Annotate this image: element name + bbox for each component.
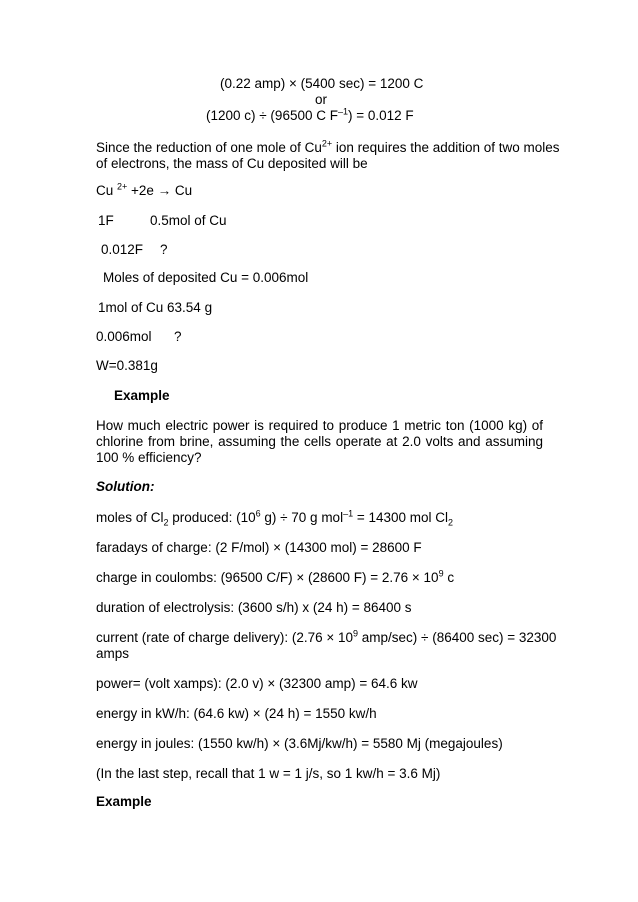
step-note — [96, 766, 440, 782]
step-moles-d: = 14300 mol Cl — [353, 510, 449, 525]
reaction-sup: 2+ — [117, 181, 128, 192]
calc-or — [315, 92, 327, 108]
step-charge-sup: 9 — [438, 568, 444, 579]
mass-result-text: W=0.381g — [96, 358, 158, 373]
step-current-a: current (rate of charge delivery): (2.76 × 10 — [96, 630, 354, 645]
reaction-b: +2e → Cu — [127, 183, 193, 198]
calc-line-3 — [206, 108, 414, 124]
mass-result — [96, 358, 158, 374]
step-current — [96, 630, 556, 646]
step-moles-sup2: –1 — [343, 508, 354, 519]
step-energy-kwh — [96, 706, 377, 722]
question-paragraph — [96, 418, 543, 466]
step-energy-kwh-text: energy in kW/h: (64.6 kw) × (24 h) = 1550 kw/h — [96, 706, 377, 721]
ratio-row-4-left — [96, 329, 152, 345]
step-faradays-text: faradays of charge: (2 F/mol) × (14300 mol) = 28600 F — [96, 540, 422, 555]
example-heading-1-text: Example — [114, 388, 170, 403]
ratio-row-4-right-text: ? — [174, 329, 182, 344]
ratio-row-1-right-text: 0.5mol of Cu — [150, 213, 227, 228]
step-energy-joules — [96, 736, 503, 752]
calc-line-3-sup: –1 — [337, 106, 348, 117]
step-moles-a: moles of Cl — [96, 510, 164, 525]
example-heading-1 — [114, 388, 170, 404]
step-moles-sub1: 2 — [163, 517, 169, 528]
step-moles — [96, 510, 453, 526]
calc-or-text: or — [315, 92, 328, 107]
ratio-row-1-left — [98, 213, 114, 229]
ratio-result-text: Moles of deposited Cu = 0.006mol — [103, 270, 309, 285]
step-moles-sub2: 2 — [448, 517, 454, 528]
ratio-row-2-right — [160, 242, 168, 258]
solution-heading — [96, 479, 154, 495]
para1-b: ion requires the addition of two moles — [332, 140, 560, 155]
reaction-a: Cu — [96, 183, 118, 198]
ratio-row-1-left-text: 1F — [98, 213, 114, 228]
step-moles-c: g) ÷ 70 g mol — [260, 510, 344, 525]
example-heading-2-text: Example — [96, 794, 152, 809]
step-power-text: power= (volt xamps): (2.0 v) × (32300 amp) = 64.6 kw — [96, 676, 418, 691]
para1-line-1 — [96, 140, 560, 156]
reaction-equation — [96, 183, 192, 199]
step-current-line-2 — [96, 646, 129, 662]
ratio-row-4-right — [174, 329, 182, 345]
ratio-result — [103, 270, 308, 286]
para1-line-2 — [96, 156, 368, 172]
step-charge-a: charge in coulombs: (96500 C/F) × (28600 F) = 2.76 × 10 — [96, 570, 439, 585]
step-faradays — [96, 540, 422, 556]
step-note-text: (In the last step, recall that 1 w = 1 j/s, so 1 kw/h = 3.6 Mj) — [96, 766, 441, 781]
step-moles-sup1: 6 — [255, 508, 261, 519]
example-heading-2 — [96, 794, 152, 810]
step-charge-b: c — [443, 570, 455, 585]
ratio-row-2-right-text: ? — [160, 242, 168, 257]
ratio-row-3-text: 1mol of Cu 63.54 g — [98, 300, 213, 315]
step-current-line-2-text: amps — [96, 646, 130, 661]
ratio-row-2-left-text: 0.012F — [101, 242, 144, 257]
step-current-sup: 9 — [353, 628, 359, 639]
question-text: How much electric power is required to produce 1 metric ton (1000 kg) of chlorine from brine, assuming the cells operate at 2.0 volts and assuming 100 % efficiency? — [96, 418, 543, 465]
ratio-row-2-left — [101, 242, 143, 258]
para1-sup: 2+ — [321, 138, 333, 149]
ratio-row-3 — [98, 300, 212, 316]
step-power — [96, 676, 418, 692]
calc-line-3-b: ) = 0.012 F — [347, 108, 414, 123]
step-duration-text: duration of electrolysis: (3600 s/h) x (24 h) = 86400 s — [96, 600, 412, 615]
ratio-row-1-right — [150, 213, 227, 229]
step-charge — [96, 570, 454, 586]
step-duration — [96, 600, 412, 616]
para1-line-2-text: of electrons, the mass of Cu deposited will be — [96, 156, 368, 171]
solution-heading-text: Solution: — [96, 479, 155, 494]
step-moles-b: produced: (10 — [168, 510, 256, 525]
calc-line-3-a: (1200 c) ÷ (96500 C F — [206, 108, 338, 123]
para1-a: Since the reduction of one mole of Cu — [96, 140, 322, 155]
ratio-row-4-left-text: 0.006mol — [96, 329, 152, 344]
step-energy-joules-text: energy in joules: (1550 kw/h) × (3.6Mj/kw/h) = 5580 Mj (megajoules) — [96, 736, 503, 751]
calc-line-1-text: (0.22 amp) × (5400 sec) = 1200 C — [220, 76, 424, 91]
calc-line-1 — [220, 76, 423, 92]
step-current-b: amp/sec) ÷ (86400 sec) = 32300 — [358, 630, 557, 645]
